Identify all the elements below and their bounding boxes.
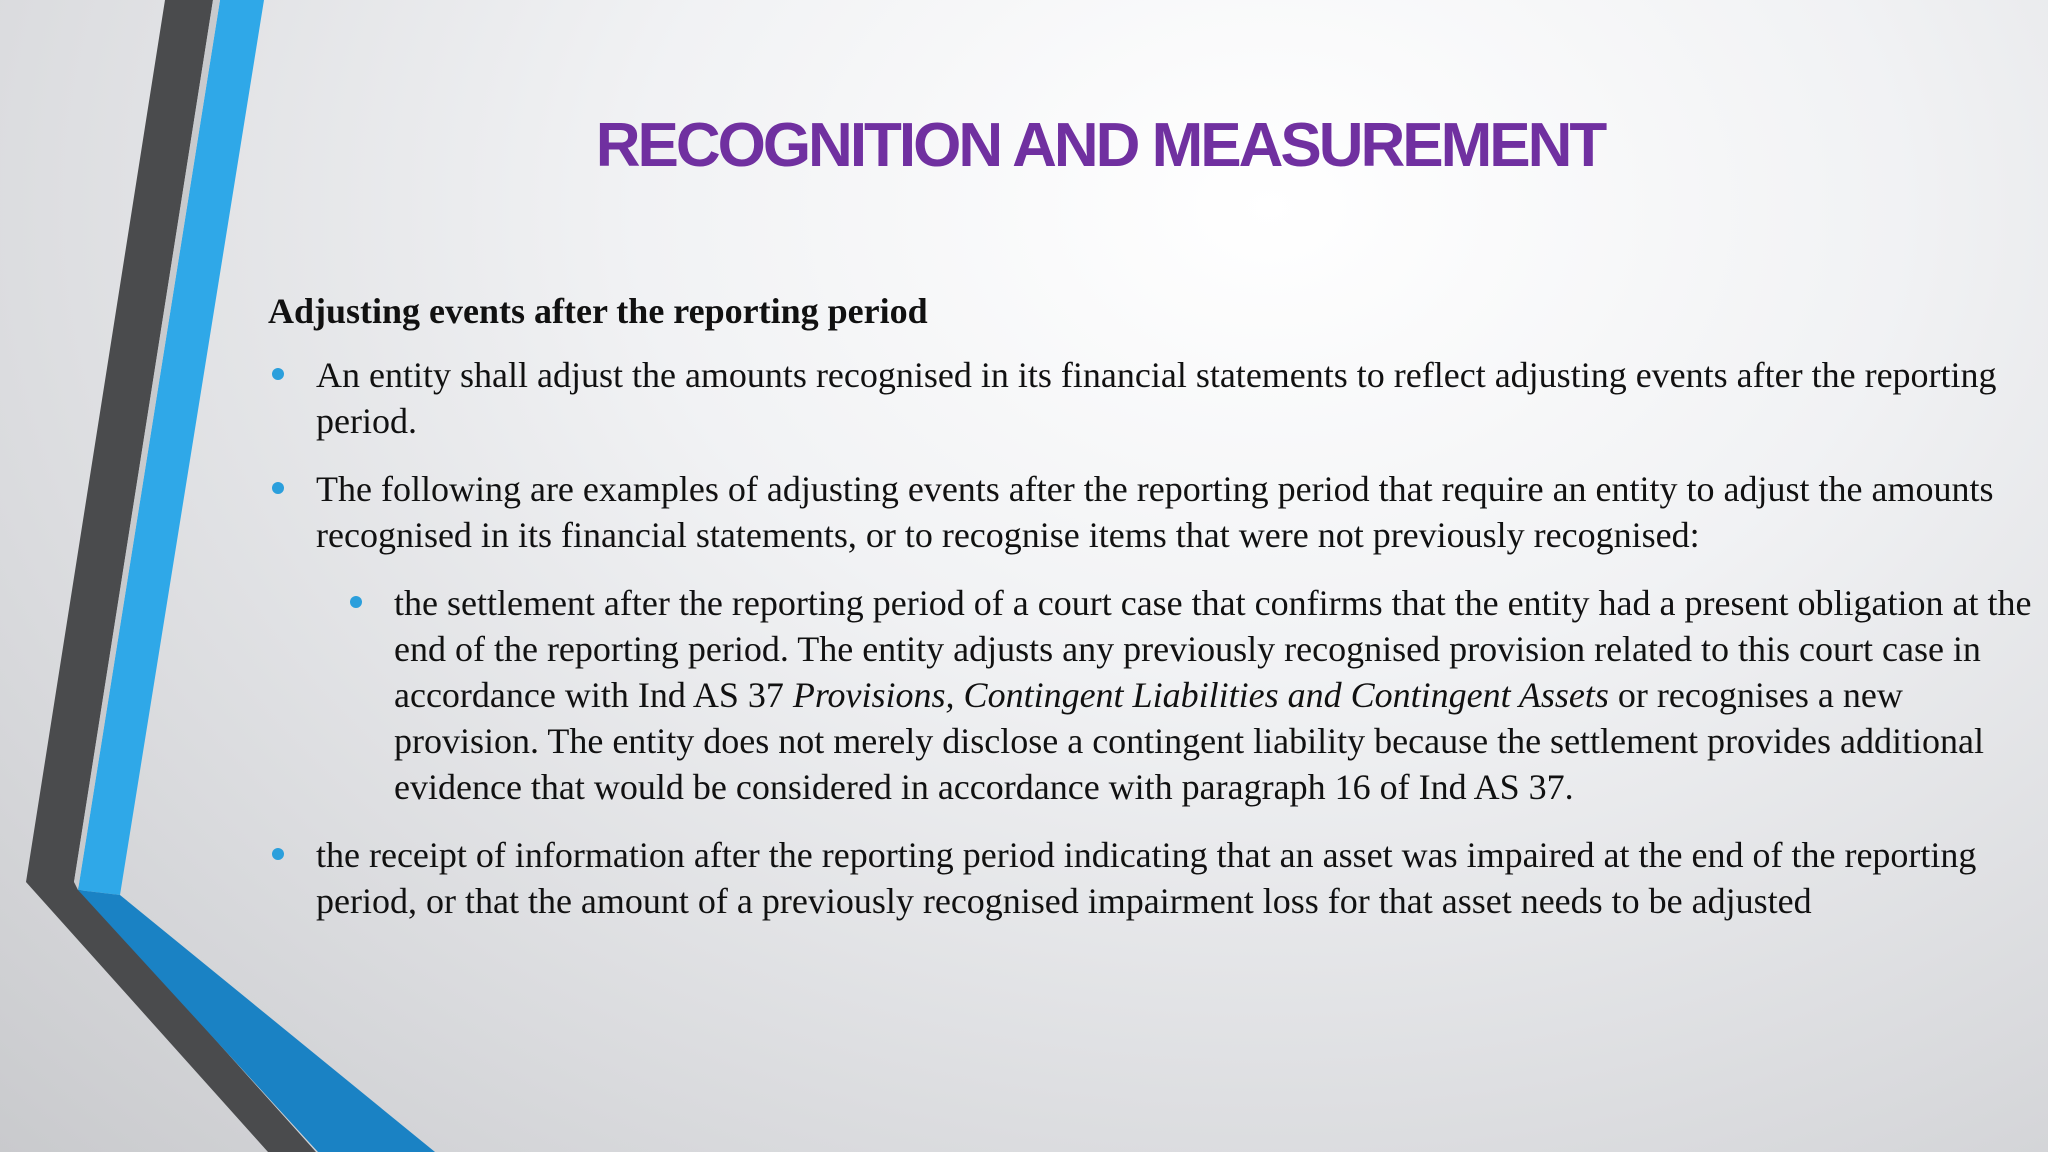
- slide-title: RECOGNITION AND MEASUREMENT: [595, 111, 1605, 180]
- slide-body: [268, 288, 2038, 946]
- bullet-item-2: The following are examples of adjusting events after the reporting period that require an entity to adjust the amounts recognised in its financial statements, or to recognise items that were not previously recognised:: [268, 466, 2038, 558]
- sub-bullet-item: [346, 580, 2038, 810]
- sub-bullet-text-part2: or recognises a new provision. The entity does not merely disclose a contingent liability because the settlement provides additional evidence that would be considered in accordance with paragraph 16 of Ind AS 37.: [394, 675, 1984, 807]
- sub-bullet-italic-title: Provisions, Contingent Liabilities and Contingent Assets: [792, 675, 1609, 715]
- bullet-item-3: the receipt of information after the reporting period indicating that an asset was impaired at the end of the reporting period, or that the amount of a previously recognised impairment loss for that asset needs to be adjusted: [268, 832, 2038, 924]
- subheading: Adjusting events after the reporting period: [268, 291, 928, 331]
- bullet-item-1: An entity shall adjust the amounts recognised in its financial statements to reflect adjusting events after the reporting period.: [268, 352, 2038, 444]
- sub-bullet-text-part1: the settlement after the reporting period of a court case that confirms that the entity had a present obligation at the end of the reporting period. The entity adjusts any previously recognised provision related to this court case in accordance with Ind AS 37: [394, 583, 2032, 715]
